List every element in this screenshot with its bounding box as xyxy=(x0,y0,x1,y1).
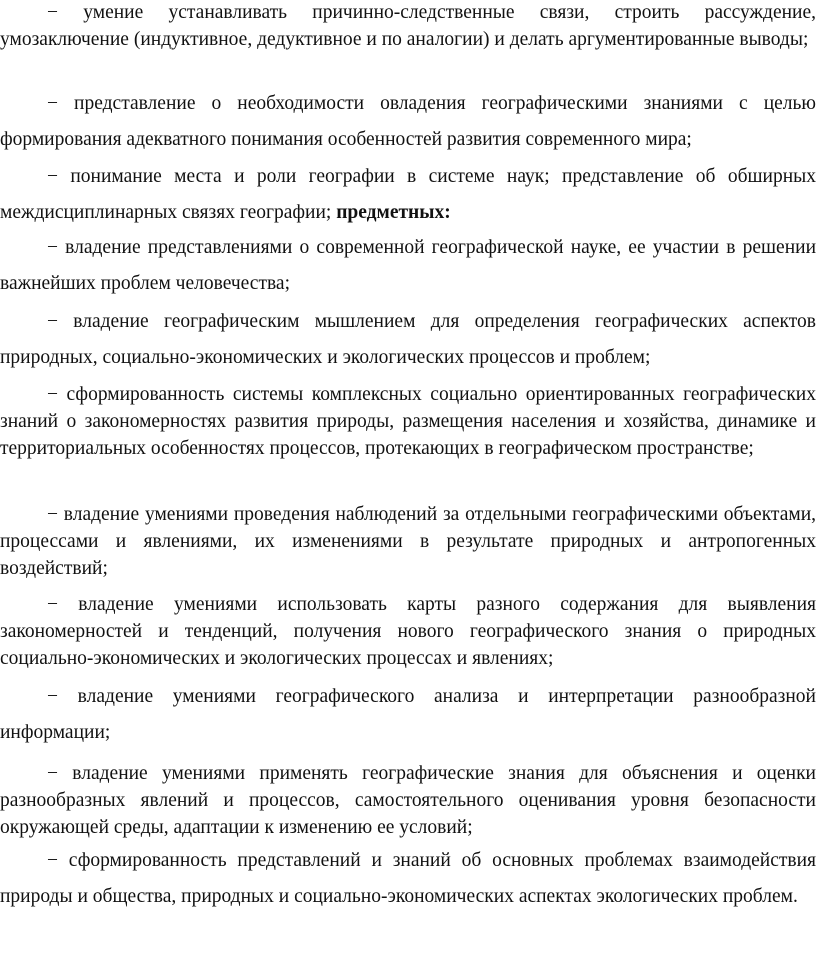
paragraph-geography-role xyxy=(0,159,816,231)
paragraph-modern-geography-science: − владение представлениями о современной географической науке, ее участии в решении важнейших проблем человечества; xyxy=(0,237,816,294)
paragraph-complex-knowledge-system: − сформированность системы комплексных социально ориентированных географических знаний о закономерностях развития природы, размещения населения и хозяйства, динамике и территориальных особенностях процессов, протекающих в географическом пространстве; xyxy=(0,384,816,459)
paragraph-geography-role-text: − понимание места и роли географии в системе наук; представление об обширных междисциплинарных связях географии; xyxy=(0,166,816,223)
paragraph-geographic-knowledge-need: − представление о необходимости овладения географическими знаниями с целью формирования адекватного понимания особенностей развития современного мира; xyxy=(0,93,816,150)
paragraph-geographic-thinking: − владение географическим мышлением для определения географических аспектов природных, социально-экономических и экологических процессов и проблем; xyxy=(0,311,816,368)
paragraph-reasoning-skill: − умение устанавливать причинно-следственные связи, строить рассуждение, умозаключение (индуктивное, дедуктивное и по аналогии) и делать аргументированные выводы; xyxy=(0,2,816,50)
paragraph-map-skills: − владение умениями использовать карты разного содержания для выявления закономерностей и тенденций, получения нового географического знания о природных социально-экономических и экологических процессах и явлениях; xyxy=(0,594,816,669)
paragraph-analysis-skills: − владение умениями географического анализа и интерпретации разнообразной информации; xyxy=(0,686,816,743)
subject-results-heading: предметных: xyxy=(336,202,451,223)
paragraph-nature-society-problems: − сформированность представлений и знаний об основных проблемах взаимодействия природы и общества, природных и социально-экономических аспектах экологических проблем. xyxy=(0,850,816,907)
paragraph-applying-knowledge: − владение умениями применять географические знания для объяснения и оценки разнообразных явлений и процессов, самостоятельного оценивания уровня безопасности окружающей среды, адаптации к изменению ее условий; xyxy=(0,763,816,838)
paragraph-observation-skills: − владение умениями проведения наблюдений за отдельными географическими объектами, процессами и явлениями, их изменениями в результате природных и антропогенных воздействий; xyxy=(0,504,816,579)
